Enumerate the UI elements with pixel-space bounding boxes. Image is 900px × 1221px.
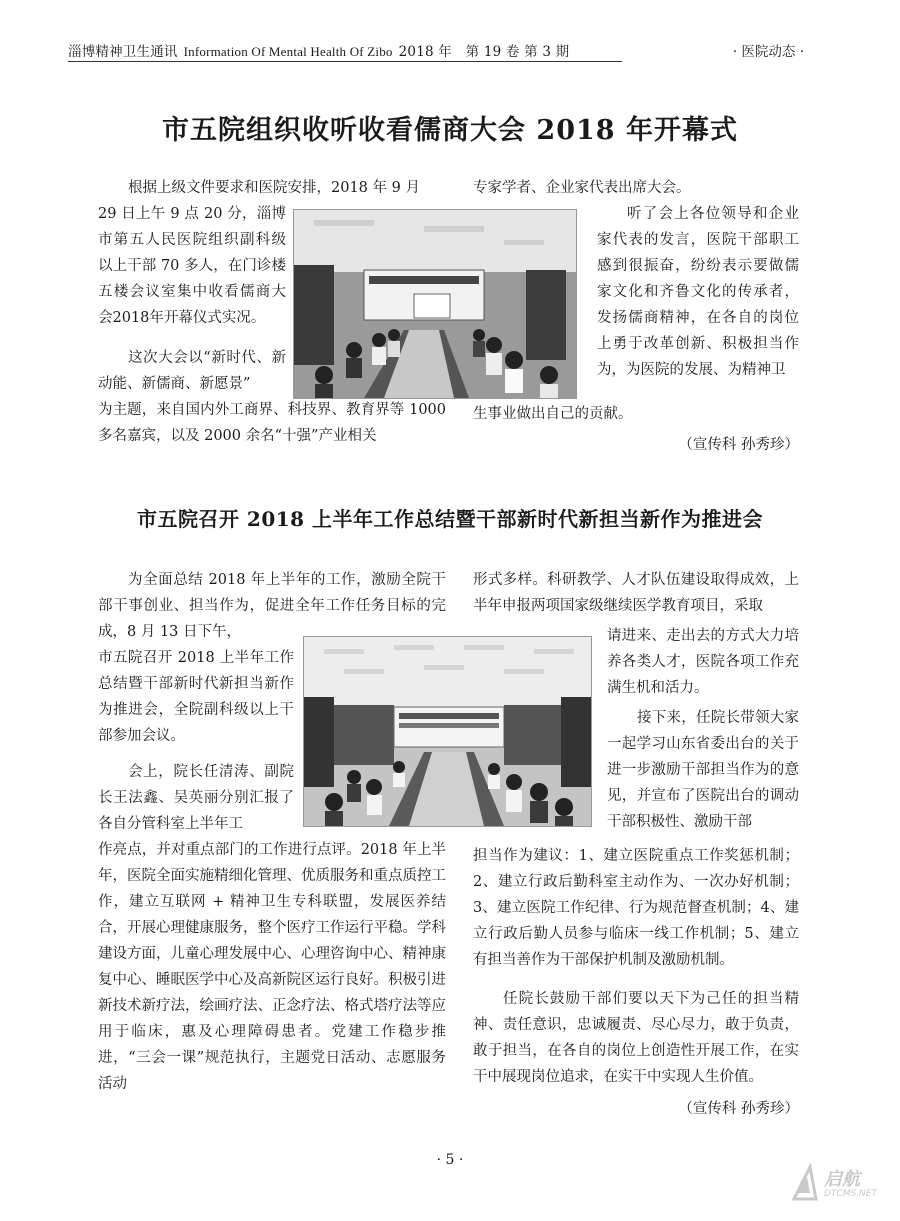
article2-byline: （宣传科 孙秀珍） — [678, 1101, 799, 1117]
article2-title: 市五院召开 2018 上半年工作总结暨干部新时代新担当新作为推进会 — [136, 507, 764, 531]
conference-hall-photo-icon — [303, 636, 592, 827]
article2-left-para1-wrap: 市五院召开 2018 上半年工作总结暨干部新时代新担当新作为推进会，全院副科级以上干部参加会议。 — [98, 650, 294, 744]
page-header — [68, 34, 804, 62]
article2-right-wrap2: 接下来，任院长带领大家一起学习山东省委出台的关于进一步激励干部担当作为的意见，并宣布了医院出台的调动干部积极性、激励干部 — [607, 710, 799, 830]
meeting-room-photo-icon — [293, 209, 577, 399]
watermark-sub: DTCMS.NET — [824, 1189, 877, 1199]
article1-left-para1-line1: 根据上级文件要求和医院安排，2018 年 9 月 — [128, 180, 420, 196]
article2-right-last: 任院长鼓励干部们要以天下为己任的担当精神、责任意识，忠诚履责、尽心尽力，敢于负责，敢于担当，在各自的岗位上创造性开展工作，在实干中展现岗位追求，在实干中实现人生价值。 — [473, 991, 799, 1085]
article2-right-top: 形式多样。科研教学、人才队伍建设取得成效，上半年申报两项国家级继续医学教育项目，采取 — [473, 572, 799, 614]
sail-logo-icon — [790, 1163, 820, 1203]
header-rule — [68, 61, 622, 62]
section-label: · 医院动态 · — [732, 44, 804, 60]
article2-left-para2-wrap: 会上，院长任清涛、副院长王法鑫、吴英丽分别汇报了各自分管科室上半年工 — [98, 764, 294, 832]
page-number: · 5 · — [436, 1152, 464, 1168]
article2-right-wrap1: 请进来、走出去的方式大力培养各类人才，医院各项工作充满生机和活力。 — [607, 628, 799, 696]
article1-title: 市五院组织收听收看儒商大会 2018 年开幕式 — [162, 115, 738, 146]
article1-right-para-end: 生事业做出自己的贡献。 — [473, 406, 633, 422]
issue-info: 2018 年 第 19 卷 第 3 期 — [398, 44, 570, 60]
article1-byline: （宣传科 孙秀珍） — [678, 437, 799, 453]
watermark-text: 启航 — [824, 1169, 860, 1190]
article1-right-para-wrap: 听了会上各位领导和企业家代表的发言，医院干部职工感到很振奋，纷纷表示要做儒家文化和齐鲁文化的传承者，发扬儒商精神，在各自的岗位上勇于改革创新、积极担当作为，为医院的发展、为精神卫 — [597, 206, 799, 378]
watermark — [790, 1163, 886, 1207]
article1-left-para1: 29 日上午 9 点 20 分，淄博市第五人民医院组织副科级以上干部 70 多人，在门诊楼五楼会议室集中收看儒商大会2018年开幕仪式实况。 — [98, 206, 286, 326]
article2-left-para2-rest: 作亮点，并对重点部门的工作进行点评。2018 年上半年，医院全面实施精细化管理、优质服务和重点质控工作，建立互联网 + 精神卫生专科联盟，发展医养结合，开展心理健康服务，整个医疗工作运行平稳。学科建设方面，儿童心理发展中心、心理咨询中心、精神康复中心、睡眠医学中心及高新院区运行良好。积极引进新技术新疗法，绘画疗法、正念疗法、格式塔疗法等应用于临床，惠及心理障碍患者。党建工作稳步推进，“三会一课”规范执行，主题党日活动、志愿服务活动 — [98, 842, 446, 1092]
article2-right-rest: 担当作为建议：1、建立医院重点工作奖惩机制；2、建立行政后勤科室主动作为、一次办好机制；3、建立医院工作纪律、行为规范督查机制；4、建立行政后勤人员参与临床一线工作机制；5、建立有担当善作为干部保护机制及激励机制。 — [473, 848, 799, 968]
journal-name-cn: 淄博精神卫生通讯 — [68, 44, 178, 60]
journal-header — [68, 40, 569, 60]
article2-left-para1-top: 为全面总结 2018 年上半年的工作，激励全院干部干事创业、担当作为，促进全年工作任务目标的完成，8 月 13 日下午， — [98, 572, 446, 640]
article1-left-para2: 为主题，来自国内外工商界、科技界、教育界等 1000 多名嘉宾，以及 2000 余名“十强”产业相关 — [98, 402, 446, 444]
journal-name-en: Information Of Mental Health Of Zibo — [183, 44, 393, 59]
article1-right-line1: 专家学者、企业家代表出席大会。 — [473, 180, 691, 196]
article1-left-para2-wrap: 这次大会以“新时代、新动能、新儒商、新愿景” — [98, 350, 286, 392]
